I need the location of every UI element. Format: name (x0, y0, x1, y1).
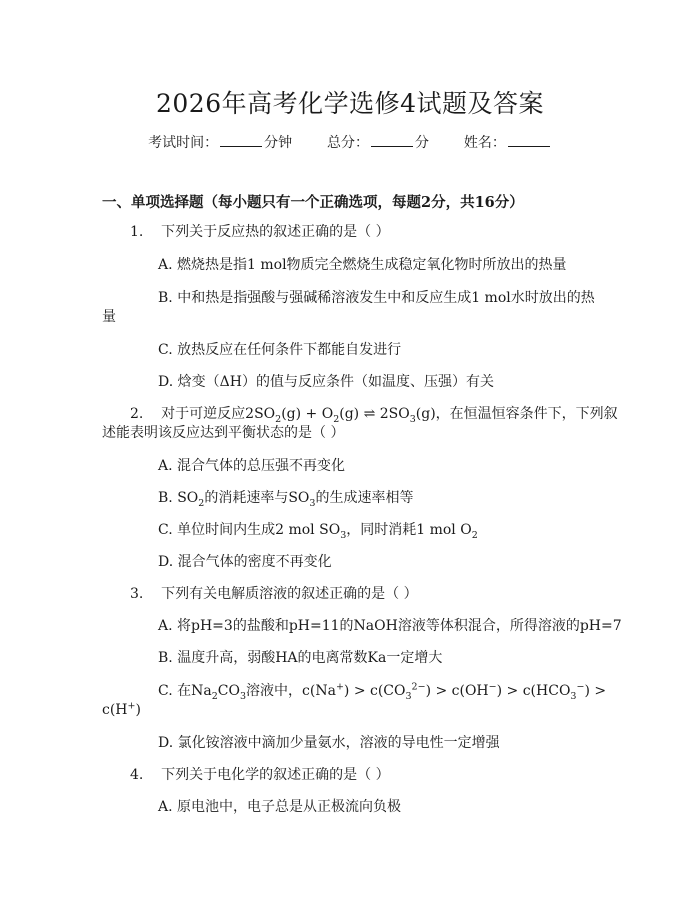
option-2a[interactable] (158, 456, 345, 476)
name-label: 姓名： (463, 135, 506, 151)
option-text: c(H (102, 702, 128, 718)
time-label: 考试时间： (148, 135, 219, 151)
option-letter: A. (158, 458, 173, 474)
option-1c[interactable] (158, 340, 401, 360)
question-2 (130, 404, 618, 424)
question-stem: 下列关于电化学的叙述正确的是（ ） (161, 767, 390, 783)
option-letter: C. (158, 683, 173, 699)
score-blank[interactable] (371, 132, 413, 147)
stem-part: 对于可逆反应2SO (161, 406, 276, 422)
subscript: 2 (275, 413, 282, 425)
option-letter: C. (158, 522, 173, 538)
option-2b[interactable] (158, 488, 413, 508)
option-text: 溶液中，c(Na (246, 683, 336, 699)
option-text: 的生成速率相等 (315, 490, 414, 506)
option-letter: B. (158, 650, 173, 666)
option-letter: A. (158, 257, 173, 273)
subscript: 2 (198, 497, 205, 509)
subscript: 3 (405, 690, 412, 702)
option-3a[interactable] (158, 616, 622, 636)
subscript: 3 (570, 690, 577, 702)
subscript: 3 (309, 497, 316, 509)
option-text: 放热反应在任何条件下都能自发进行 (177, 342, 402, 358)
exam-meta (0, 132, 700, 152)
option-text: 单位时间内生成2 mol SO (177, 522, 341, 538)
question-2-continuation: 述能表明该反应达到平衡状态的是（ ） (102, 425, 345, 441)
superscript: − (488, 681, 497, 693)
stem-part: (g) ⇌ 2SO (339, 406, 410, 422)
question-number: 3. (130, 586, 144, 602)
question-number: 1. (130, 224, 144, 240)
option-letter: D. (158, 374, 174, 390)
option-text: 温度升高，弱酸HA的电离常数Ka一定增大 (177, 650, 443, 666)
name-blank[interactable] (508, 132, 550, 147)
subscript: 3 (239, 690, 247, 702)
option-text: CO (217, 683, 240, 699)
option-text: 燃烧热是指1 mol物质完全燃烧生成稳定氧化物时所放出的热量 (177, 257, 567, 273)
option-1d[interactable] (158, 372, 494, 392)
option-text: SO (177, 490, 199, 506)
option-letter: A. (158, 618, 173, 634)
stem-part: (g)，在恒温恒容条件下，下列叙 (415, 406, 618, 422)
question-4 (130, 765, 390, 785)
section-heading: 一、单项选择题（每小题只有一个正确选项，每题2分，共16分） (102, 194, 524, 211)
option-2c[interactable] (158, 520, 478, 540)
question-3 (130, 584, 418, 604)
option-3c-continuation (102, 700, 141, 720)
option-2d[interactable] (158, 552, 332, 572)
option-3c[interactable] (158, 681, 606, 701)
option-1b[interactable] (158, 288, 595, 308)
question-1 (130, 222, 390, 242)
option-letter: C. (158, 342, 173, 358)
subscript: 2 (211, 690, 218, 702)
option-text: ) > (584, 683, 607, 699)
question-stem: 下列有关电解质溶液的叙述正确的是（ ） (161, 586, 418, 602)
subscript: 3 (340, 529, 347, 541)
option-text: ，同时消耗1 mol O (346, 522, 472, 538)
question-number: 4. (130, 767, 144, 783)
option-4a[interactable] (158, 797, 401, 817)
option-text: 焓变（ΔH）的值与反应条件（如温度、压强）有关 (177, 374, 494, 390)
option-text: ) > c(OH (425, 683, 489, 699)
option-text: ) > c(HCO (496, 683, 571, 699)
option-text: ) (135, 702, 141, 718)
superscript: + (127, 700, 136, 712)
option-text: 氯化铵溶液中滴加少量氨水，溶液的导电性一定增强 (177, 735, 500, 751)
superscript: + (335, 681, 344, 693)
question-stem: 下列关于反应热的叙述正确的是（ ） (161, 224, 390, 240)
option-text: 中和热是指强酸与强碱稀溶液发生中和反应生成1 mol水时放出的热 (177, 290, 595, 306)
score-label: 总分： (327, 135, 369, 151)
subscript: 2 (333, 413, 340, 425)
stem-part: (g) + O (281, 406, 334, 422)
subscript: 3 (409, 413, 416, 425)
time-unit: 分钟 (264, 135, 293, 151)
subscript: 2 (471, 529, 478, 541)
option-3d[interactable] (158, 733, 500, 753)
option-1b-continuation: 量 (102, 309, 116, 325)
option-text: ) > c(CO (343, 683, 406, 699)
page-title: 2026年高考化学选修4试题及答案 (155, 89, 545, 118)
option-1a[interactable] (158, 255, 567, 275)
option-letter: B. (158, 490, 173, 506)
option-letter: B. (158, 290, 173, 306)
option-letter: A. (158, 799, 173, 815)
option-text: 在Na (177, 683, 212, 699)
question-number: 2. (130, 406, 144, 422)
option-text: 的消耗速率与SO (204, 490, 310, 506)
option-letter: D. (158, 554, 174, 570)
option-text: 原电池中，电子总是从正极流向负极 (177, 799, 402, 815)
option-text: 将pH=3的盐酸和pH=11的NaOH溶液等体积混合，所得溶液的pH=7 (177, 618, 622, 634)
option-3b[interactable] (158, 648, 442, 668)
superscript: 2− (411, 681, 426, 693)
score-unit: 分 (415, 135, 429, 151)
time-blank[interactable] (220, 132, 262, 147)
option-letter: D. (158, 735, 174, 751)
option-text: 混合气体的密度不再变化 (177, 554, 332, 570)
option-text: 混合气体的总压强不再变化 (177, 458, 346, 474)
superscript: − (576, 681, 585, 693)
